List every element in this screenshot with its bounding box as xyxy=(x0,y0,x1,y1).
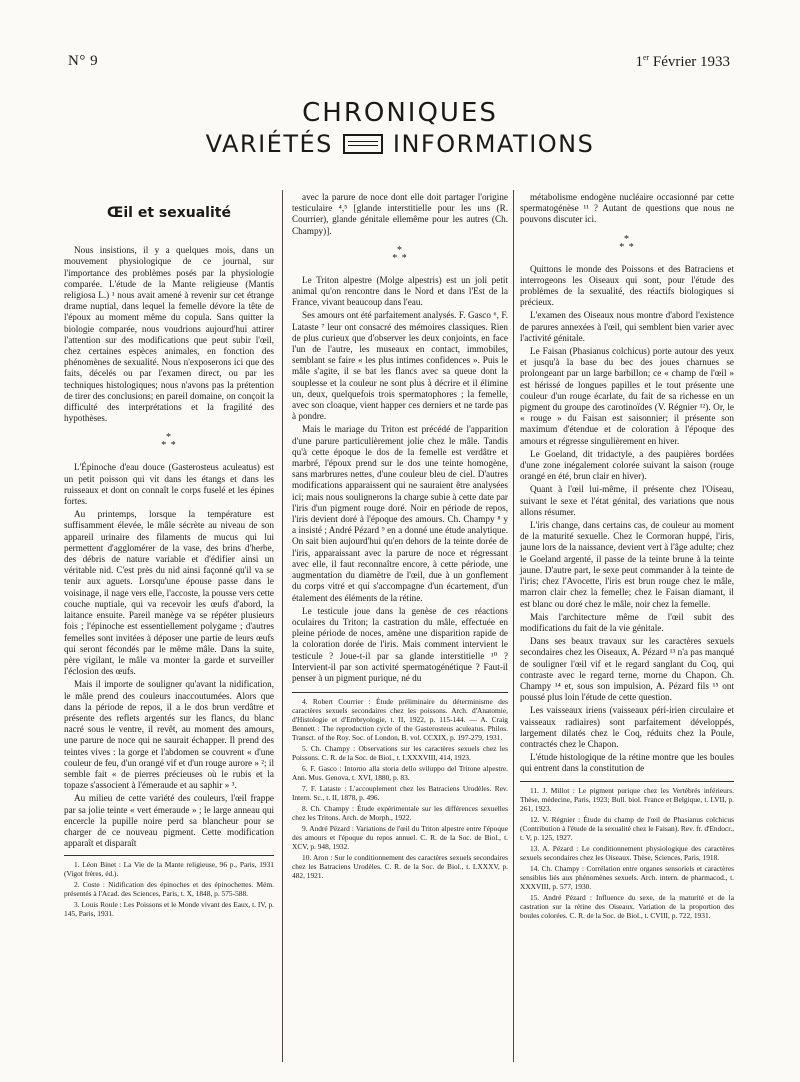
footnotes xyxy=(292,692,508,880)
paragraph: Au milieu de cette variété des couleurs, l'œil frappe par sa jolie teinte « vert émeraude » ; le large anneau qui encercle la pupille noire perd sa blancheur pour se charger de ce nouveau pigment. Cette modification apparaît et disparaît xyxy=(64,793,274,849)
column-2 xyxy=(292,192,508,882)
footnote: 6. F. Gasco : Intorno alla storia dello sviluppo del Tritone alpestre. Ann. Mus. Genova, t. XVI, 1880, p. 83. xyxy=(292,764,508,783)
footnote: 3. Louis Roule : Les Poissons et le Monde vivant des Eaux, t. IV, p. 145, Paris, 1931. xyxy=(64,900,274,919)
footnote-rule xyxy=(292,692,508,693)
column-divider xyxy=(513,190,514,1062)
footnote: 13. A. Pézard : Le conditionnement physiologique des caractères sexuels secondaires chez les Oiseaux. Thèse, Sciences, Paris, 1918. xyxy=(520,843,734,862)
masthead-subtitle xyxy=(0,130,800,158)
paragraph: Quittons le monde des Poissons et des Batraciens et interrogeons les Oiseaux qui sont, pour l'étude des problèmes de la sexualité, des réactifs biologiques si précieux. xyxy=(520,263,734,308)
masthead-right: INFORMATIONS xyxy=(392,130,595,158)
paragraph: Mais l'architecture même de l'œil subit des modifications du fait de la vie génitale. xyxy=(520,611,734,633)
footnote: 11. J. Millot : Le pigment purique chez les Vertébrés inférieurs. Thèse, médecine, Paris, 1923; Bull. biol. France et Belgique, t. LVII, p. 261, 1923. xyxy=(520,785,734,813)
footnote: 10. Aron : Sur le conditionnement des caractères sexuels secondaires chez les Batraciens Urodèles. C. R. de la Soc. de Biol., t. LXXXV, p. 482, 1921. xyxy=(292,853,508,881)
date-rest: Février 1933 xyxy=(649,54,730,70)
paragraph: Mais il importe de souligner qu'avant la nidification, le mâle prend des couleurs inaccoutumées. Alors que dans la période de repos, il a le dos brun verdâtre et présente des reflets argentés sur les flancs, du blanc nacré sous le ventre, il revêt, au moment des amours, une parure de noce qui ne saurait échapper. Il prend des teintes vives : la gorge et l'abdomen se couvrent « d'une couleur de feu, d'un orangé vif et d'un rouge aurore » ²; il semble fait « de pierres précieuses où le rubis et la topaze s'associent à l'émeraude et au saphir » ³. xyxy=(64,679,274,791)
paragraph: L'iris change, dans certains cas, de couleur au moment de la maturité sexuelle. Chez le Cormoran huppé, l'iris, jaune lors de la naissance, devient vert à l'âge adulte; chez le Goeland argenté, il passe de la teinte brune à la teinte jaune. D'autre part, le sexe peut commander à la teinte de l'iris; chez l'Avocette, l'iris est brun rouge chez le mâle, marron clair chez la femelle; chez le Faisan diamant, il est blanc ou doré chez le mâle, noir chez la femelle. xyxy=(520,520,734,609)
footnote: 12. V. Régnier : Étude du champ de l'œil de Phasianus colchicus (Contribution à l'étude de la sexualité chez le Faisan). Rev. fr. d'Endocr., t. V, p. 125, 1927. xyxy=(520,814,734,842)
section-separator: * * * xyxy=(392,244,408,264)
paragraph: L'examen des Oiseaux nous montre d'abord l'existence de parures annexées à l'œil, qui semblent bien varier avec l'activité génitale. xyxy=(520,310,734,343)
paragraph: Le testicule joue dans la genèse de ces réactions oculaires du Triton; la castration du mâle, effectuée en pleine période de noces, amène une disparition rapide de la coloration dorée de l'iris. Mais comment intervient le testicule ? Joue-t-il par sa glande interstitielle ¹⁰ ? Intervient-il par son activité spermatogénétique ? Faut-il penser à un pigment purique, né du xyxy=(292,605,508,683)
footnote: 2. Coste : Nidification des épinoches et des épinochettes. Mém. présentés à l'Acad. des Sciences, Paris, t. X, 1848, p. 575-588. xyxy=(64,880,274,899)
footnote: 14. Ch. Champy : Corrélation entre organes sensoriels et caractères sensibles liés aux phénomènes sexuels. Arch. intern. de pharmacod., t. XXXVIII, p. 577, 1930. xyxy=(520,863,734,891)
paragraph: métabolisme endogène nucléaire occasionné par cette spermatogénèse ¹¹ ? Autant de questions que nous ne pouvons discuter ici. xyxy=(520,192,734,225)
paragraph: Dans ses beaux travaux sur les caractères sexuels secondaires chez les Oiseaux, A. Pézard ¹³ n'a pas manqué de souligner l'œil vif et le regard sanglant du Coq, qui contraste avec le regard terne, morne du Chapon. Ch. Champy ¹⁴ et, sous son impulsion, A. Pézard fils ¹⁵ ont poussé plus loin l'étude de cette question. xyxy=(520,636,734,703)
footnote-rule xyxy=(520,781,734,782)
paragraph: avec la parure de noce dont elle doit partager l'origine testiculaire ⁴,⁵ [glande interstitielle pour les uns (R. Courrier), glande génitale ellemême pour les autres (Ch. Champy)]. xyxy=(292,192,508,236)
paragraph: Quant à l'œil lui-même, il présente chez l'Oiseau, suivant le sexe et l'état génital, des variations que nous allons résumer. xyxy=(520,484,734,517)
footnote-rule xyxy=(64,855,274,856)
footnote: 15. André Pézard : Influence du sexe, de la maturité et de la castration sur la rétine des Oiseaux. Variation de la proportion des boules colorées. C. R. de la Soc. de Biol., t. CVIII, p. 722, 1931. xyxy=(520,892,734,920)
date-superscript: er xyxy=(642,53,650,62)
masthead-left: VARIÉTÉS xyxy=(205,130,333,158)
footnote: 5. Ch. Champy : Observations sur les caractères sexuels chez les Poissons. C. R. de la Soc. de Biol., t. LXXXVIII, 414, 1923. xyxy=(292,744,508,763)
issue-number: N° 9 xyxy=(68,53,99,69)
ornament-icon xyxy=(343,134,383,154)
paragraph: Au printemps, lorsque la température est suffisamment élevée, le mâle sécrète au niveau de son appareil urinaire des filaments de mucus qui lui permettent d'agglomérer de la vase, des brins d'herbe, des débris de nature variable et d'édifier ainsi un véritable nid. C'est près du nid ainsi façonné qu'il va se tenir aux aguets. Lorsqu'une épouse passe dans le voisinage, il nage vers elle, l'accoste, la pousse vers cette couche nuptiale, qui va recevoir les œufs d'abord, la laitance ensuite. Pareil manège va se répéter plusieurs fois ; l'épinoche est essentiellement polygame ; d'autres femelles sont invitées à déposer une partie de leurs œufs qui seront fécondés par le même mâle. Dans la suite, père vigilant, le mâle va monter la garde et surveiller l'éclosion des œufs. xyxy=(64,509,274,677)
masthead xyxy=(0,98,800,158)
paragraph: Les vaisseaux iriens (vaisseaux péri-irien circulaire et vaisseaux radiaires) sont parfaitement développés, largement dilatés chez le Coq, réduits chez la Poule, contractés chez le Chapon. xyxy=(520,705,734,749)
paragraph: Nous insistions, il y a quelques mois, dans un mouvement physiologique de ce journal, sur l'importance des problèmes posés par la physiologie comparée. L'étude de la Mante religieuse (Mantis religiosa L.) ¹ nous avait amené à revenir sur cet étrange drame nuptial, dans lequel la femelle dévore la tête de l'époux au moment même du copula. Sans quitter la biologie comparée, nous voudrions aujourd'hui attirer l'attention sur des modifications que peut subir l'œil, chez certaines espèces animales, en fonction des phénomènes de sexualité. Nous n'exposerons ici que des faits, décelés ou par l'examen direct, ou par les techniques histologiques; nous n'avons pas la prétention de tirer des conclusions; en pareil domaine, on conçoit la difficulté des interprétations et la fragilité des hypothèses. xyxy=(64,245,274,424)
column-1 xyxy=(64,192,274,920)
paragraph: L'Épinoche d'eau douce (Gasterosteus aculeatus) est un petit poisson qui vit dans les étangs et dans les ruisseaux et dont on connaît le corps fuselé et les épines fortes. xyxy=(64,462,274,507)
masthead-title: CHRONIQUES xyxy=(302,98,498,128)
paragraph: L'étude histologique de la rétine montre que les boules qui entrent dans la constitution de xyxy=(520,752,734,774)
footnote: 4. Robert Courrier : Étude préliminaire du déterminisme des caractères sexuels secondaires chez les poissons. Arch. d'Anatomie, d'Histologie et d'Embryologie, t. II, 1922, p. 115-144. — A. Craig Bennett : The reproduction cycle of the Gasterosteus aculeatus. Philos. Transct. of the Roy. Soc. of London, B. vol. CCXIX, p. 197-279, 1931. xyxy=(292,697,508,743)
footnote: 9. André Pézard : Variations de l'œil du Triton alpestre entre l'époque des amours et l'époque du repos annuel. C. R. de la Soc. de Biol., t. XCV, p. 948, 1932. xyxy=(292,824,508,852)
column-3 xyxy=(520,192,734,922)
paragraph: Le Faisan (Phasianus colchicus) porte autour des yeux et jusqu'à la base du bec des joues charnues se prolongeant par un large barbillon; ce « champ de l'œil » est hérissé de longues papilles et le tout présente une couleur d'un rouge écarlate, du fait de sa richesse en un pigment du groupe des carotinoïdes (V. Régnier ¹²). Or, le « rouge » du Faisan est saisonnier; il présente son maximum d'étendue et de coloration à l'époque des amours et régresse singulièrement en hiver. xyxy=(520,346,734,446)
footnote: 7. F. Lataste : L'accouplement chez les Batraciens Urodèles. Rev. Intern. Sc., t. II, 1878, p. 496. xyxy=(292,784,508,803)
paragraph: Le Goeland, dit tridactyle, a des paupières bordées d'une zone inégalement colorée suivant la saison (rouge orangé en été, brun clair en hiver). xyxy=(520,448,734,482)
section-separator: * * * xyxy=(161,432,177,452)
paragraph: Le Triton alpestre (Molge alpestris) est un joli petit animal qu'on rencontre dans le Nord et dans l'Est de la France, vivant beaucoup dans l'eau. xyxy=(292,274,508,308)
footnote: 8. Ch. Champy : Étude expérimentale sur les différences sexuelles chez les Tritons. Arch. de Morph., 1922. xyxy=(292,804,508,823)
section-separator: * * * xyxy=(619,233,635,253)
paragraph: Ses amours ont été parfaitement analysés. F. Gasco ⁶, F. Lataste ⁷ leur ont consacré des mémoires classiques. Rien de plus curieux que d'observer les deux conjoints, en face l'un de l'autre, les museaux en contact, immobiles, semblant se faire « les plus intimes confidences ». Puis le mâle s'agite, il se bat les flancs avec sa queue dont la souplesse et la couleur ne sont plus à décrire et il élimine un, deux, quelquefois trois spermatophores ; la femelle, avec son cloaque, vient happer ces derniers et ne tarde pas à pondre. xyxy=(292,310,508,422)
issue-date xyxy=(635,53,730,71)
date-day: 1 xyxy=(635,54,643,70)
paragraph: Mais le mariage du Triton est précédé de l'apparition d'une parure particulièrement jolie chez le mâle. Tandis qu'à cette époque le dos de la femelle est verdâtre et marbré, l'époux prend sur le dos une teinte homogène, sans marbrures nettes, d'une couleur bleu de ciel. D'autres modifications apparaissent qui ne sauraient être analysées ici; mais nous soulignerons la charge subie à cette date par l'iris d'un pigment rouge doré. Noir en période de repos, l'iris devient doré à l'époque des amours. Ch. Champy ⁸ y a insisté ; André Pézard ⁹ en a donné une étude analytique. On sait bien aujourd'hui qu'en dehors de la teinte dorée de l'iris, apparaissant avec la parure de noce et régressant avec elle, il faut reconnaître encore, à cette période, une augmentation du diamètre de l'œil, due à un gonflement du corps vitré et qui s'accompagne d'un écartement, d'un étalement des éléments de la rétine. xyxy=(292,424,508,603)
article-title: Œil et sexualité xyxy=(107,205,231,221)
column-divider xyxy=(282,190,283,1062)
footnote: 1. Léon Binet : La Vie de la Mante religieuse, 96 p., Paris, 1931 (Vigot frères, éd.). xyxy=(64,860,274,879)
